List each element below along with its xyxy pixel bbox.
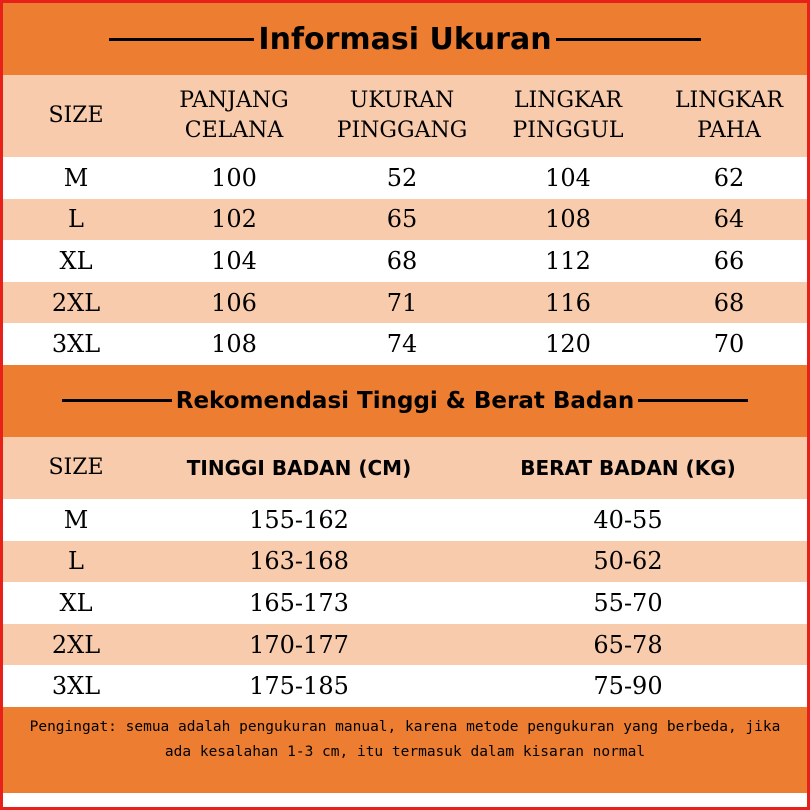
cell-paha: 70	[651, 323, 807, 365]
header-lingkar-pinggul: LINGKAR PINGGUL	[485, 75, 651, 157]
cell-pinggang: 71	[319, 282, 485, 324]
size-info-header-row	[3, 75, 807, 157]
cell-berat: 65-78	[449, 624, 807, 666]
cell-pinggang: 65	[319, 199, 485, 241]
cell-tinggi: 170-177	[149, 624, 449, 666]
cell-size: M	[3, 499, 149, 541]
cell-paha: 66	[651, 240, 807, 282]
cell-pinggang: 68	[319, 240, 485, 282]
recommendation-table	[3, 437, 807, 707]
recommendation-banner	[3, 365, 807, 437]
cell-paha: 64	[651, 199, 807, 241]
header-ukuran-pinggang: UKURAN PINGGANG	[319, 75, 485, 157]
cell-panjang: 102	[149, 199, 319, 241]
title-rule-left	[109, 38, 254, 41]
cell-tinggi: 175-185	[149, 665, 449, 707]
cell-size: L	[3, 199, 149, 241]
cell-pinggul: 104	[485, 157, 651, 199]
table-row	[3, 157, 807, 199]
cell-size: 2XL	[3, 624, 149, 666]
cell-berat: 55-70	[449, 582, 807, 624]
table-row	[3, 582, 807, 624]
header-tinggi-badan: TINGGI BADAN (CM)	[149, 437, 449, 499]
cell-berat: 75-90	[449, 665, 807, 707]
cell-size: XL	[3, 582, 149, 624]
cell-tinggi: 163-168	[149, 541, 449, 583]
table-row	[3, 499, 807, 541]
table-row	[3, 240, 807, 282]
table-row	[3, 282, 807, 324]
cell-pinggul: 116	[485, 282, 651, 324]
header-size: SIZE	[3, 75, 149, 157]
cell-pinggul: 108	[485, 199, 651, 241]
cell-tinggi: 155-162	[149, 499, 449, 541]
header-panjang-celana: PANJANG CELANA	[149, 75, 319, 157]
cell-pinggul: 120	[485, 323, 651, 365]
cell-panjang: 100	[149, 157, 319, 199]
size-info-banner	[3, 3, 807, 75]
table-row	[3, 665, 807, 707]
table-row	[3, 199, 807, 241]
cell-size: XL	[3, 240, 149, 282]
cell-pinggang: 74	[319, 323, 485, 365]
cell-size: M	[3, 157, 149, 199]
cell-tinggi: 165-173	[149, 582, 449, 624]
cell-pinggul: 112	[485, 240, 651, 282]
header-berat-badan: BERAT BADAN (KG)	[449, 437, 807, 499]
measurement-note: Pengingat: semua adalah pengukuran manual, karena metode pengukuran yang berbeda, jika ada kesalahan 1-3 cm, itu termasuk dalam kisaran normal	[3, 707, 807, 793]
cell-berat: 50-62	[449, 541, 807, 583]
cell-size: L	[3, 541, 149, 583]
cell-paha: 62	[651, 157, 807, 199]
cell-pinggang: 52	[319, 157, 485, 199]
title-rule-left	[62, 399, 172, 402]
title-rule-right	[556, 38, 701, 41]
table-row	[3, 624, 807, 666]
cell-size: 3XL	[3, 665, 149, 707]
header-lingkar-paha: LINGKAR PAHA	[651, 75, 807, 157]
size-info-title: Informasi Ukuran	[258, 21, 552, 57]
cell-berat: 40-55	[449, 499, 807, 541]
cell-size: 2XL	[3, 282, 149, 324]
cell-size: 3XL	[3, 323, 149, 365]
cell-panjang: 106	[149, 282, 319, 324]
table-row	[3, 323, 807, 365]
header-size: SIZE	[3, 437, 149, 499]
cell-panjang: 108	[149, 323, 319, 365]
size-info-table	[3, 75, 807, 365]
cell-panjang: 104	[149, 240, 319, 282]
title-rule-right	[638, 399, 748, 402]
table-row	[3, 541, 807, 583]
recommendation-header-row	[3, 437, 807, 499]
cell-paha: 68	[651, 282, 807, 324]
recommendation-title: Rekomendasi Tinggi & Berat Badan	[175, 387, 635, 414]
